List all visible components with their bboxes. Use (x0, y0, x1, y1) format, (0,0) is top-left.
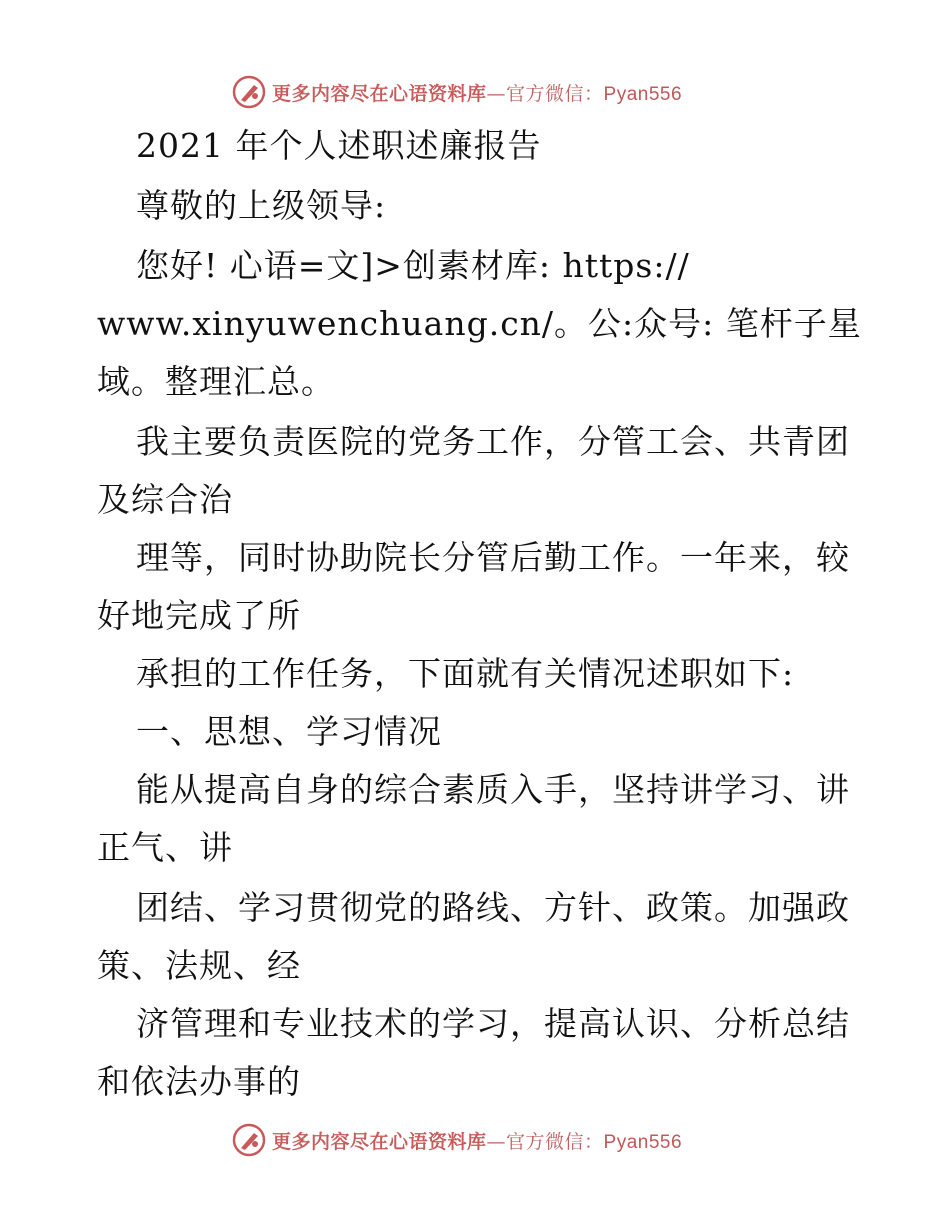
text-line: 好地完成了所 (97, 596, 301, 635)
banner-wechat-id: Pyan556 (603, 1131, 683, 1153)
text-line: 理等，同时协助院长分管后勤工作。一年来，较 (136, 538, 850, 577)
text-line: 能从提高自身的综合素质入手，坚持讲学习、讲 (136, 770, 850, 809)
salutation: 尊敬的上级领导: (136, 186, 387, 225)
text-line: 承担的工作任务，下面就有关情况述职如下: (136, 654, 795, 693)
banner-dash: — (486, 82, 507, 105)
text-line: 及综合治 (97, 480, 233, 519)
banner-text (272, 1127, 682, 1154)
pen-logo-icon (232, 1123, 266, 1157)
text-line: 济管理和专业技术的学习，提高认识、分析总结 (136, 1004, 850, 1043)
banner-dash: — (486, 1130, 507, 1153)
text-line: 我主要负责医院的党务工作，分管工会、共青团 (136, 422, 850, 461)
text-line: 您好! 心语=文]>创素材库: https:// (136, 246, 690, 285)
text-line: 团结、学习贯彻党的路线、方针、政策。加强政 (136, 888, 850, 927)
footer-banner (232, 1120, 682, 1160)
banner-wechat-id: Pyan556 (603, 83, 683, 105)
text-line: 策、法规、经 (97, 946, 301, 985)
text-line: www.xinyuwenchuang.cn/。公:众号: 笔杆子星 (97, 304, 862, 343)
banner-main-text: 更多内容尽在心语资料库 (272, 82, 487, 105)
header-banner (232, 72, 682, 112)
banner-main-text: 更多内容尽在心语资料库 (272, 1130, 487, 1153)
pen-logo-icon (232, 75, 266, 109)
document-title: 2021 年个人述职述廉报告 (136, 126, 542, 165)
banner-official-label: 官方微信： (506, 82, 604, 105)
text-line: 正气、讲 (97, 828, 233, 867)
banner-text (272, 79, 682, 106)
text-line: 域。整理汇总。 (97, 362, 335, 401)
text-line: 和依法办事的 (97, 1062, 301, 1101)
section-heading: 一、思想、学习情况 (136, 712, 442, 751)
banner-official-label: 官方微信： (506, 1130, 604, 1153)
